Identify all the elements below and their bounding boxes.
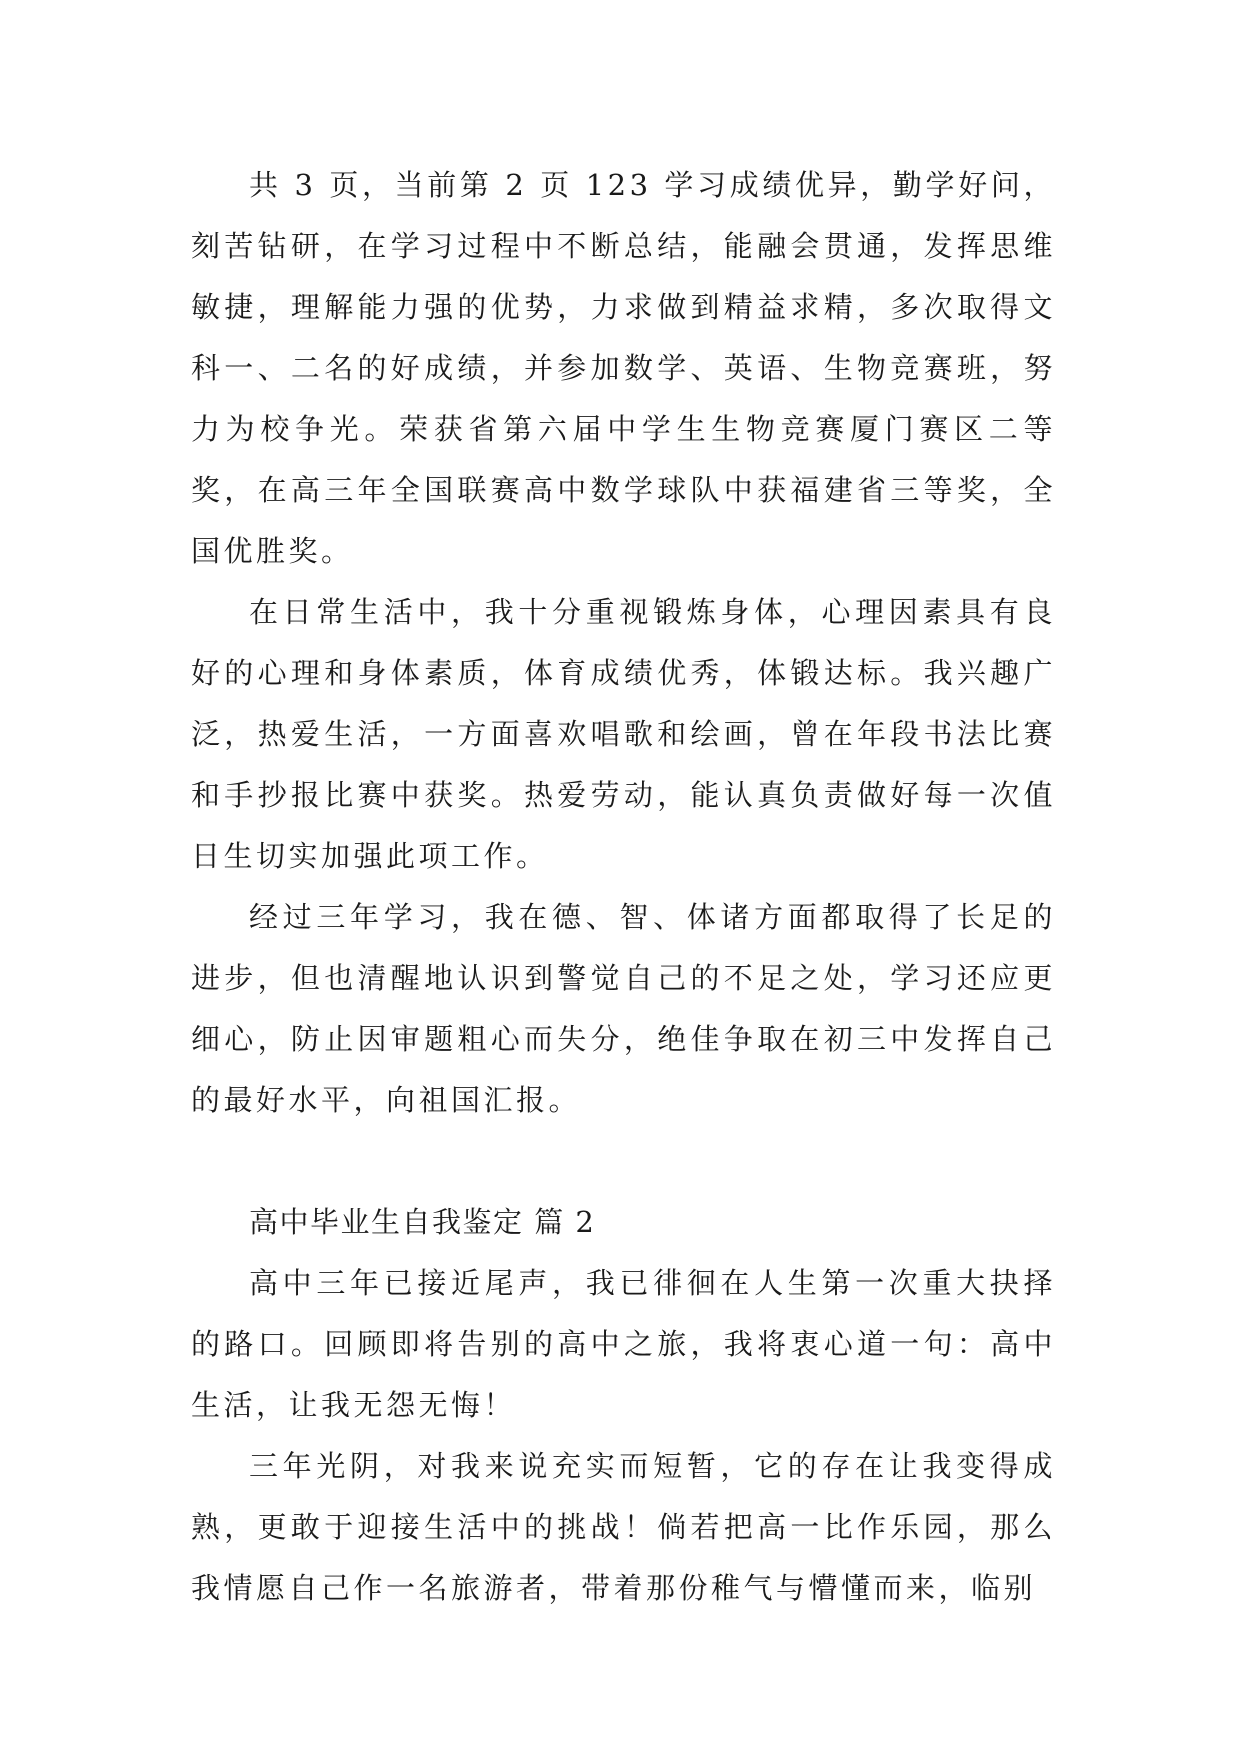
paragraph-three-years: 三年光阴，对我来说充实而短暂，它的存在让我变得成熟，更敢于迎接生活中的挑战！倘若把高一比作乐园，那么我情愿自己作一名旅游者，带着那份稚气与懵懂而来，临别: [191, 1449, 1056, 1605]
paragraph-academic-achievements: 共 3 页，当前第 2 页 123 学习成绩优异，勤学好问，刻苦钻研，在学习过程中不断总结，能融会贯通，发挥思维敏捷，理解能力强的优势，力求做到精益求精，多次取得文科一、二名的好成绩，并参加数学、英语、生物竞赛班，努力为校争光。荣获省第六届中学生生物竞赛厦门赛区二等奖，在高三年全国联赛高中数学球队中获福建省三等奖，全国优胜奖。: [191, 168, 1056, 568]
paragraph-intro: 高中三年已接近尾声，我已徘徊在人生第一次重大抉择的路口。回顾即将告别的高中之旅，我将衷心道一句：高中生活，让我无怨无悔！: [191, 1266, 1056, 1422]
paragraph-summary: 经过三年学习，我在德、智、体诸方面都取得了长足的进步，但也清醒地认识到警觉自己的不足之处，学习还应更细心，防止因审题粗心而失分，绝佳争取在初三中发挥自己的最好水平，向祖国汇报。: [191, 900, 1056, 1117]
paragraph-daily-life: 在日常生活中，我十分重视锻炼身体，心理因素具有良好的心理和身体素质，体育成绩优秀，体锻达标。我兴趣广泛，热爱生活，一方面喜欢唱歌和绘画，曾在年段书法比赛和手抄报比赛中获奖。热爱劳动，能认真负责做好每一次值日生切实加强此项工作。: [191, 595, 1056, 873]
document-body: [191, 155, 1056, 1619]
section-spacer: [191, 1131, 1056, 1192]
section-heading: 高中毕业生自我鉴定 篇 2: [249, 1205, 596, 1239]
